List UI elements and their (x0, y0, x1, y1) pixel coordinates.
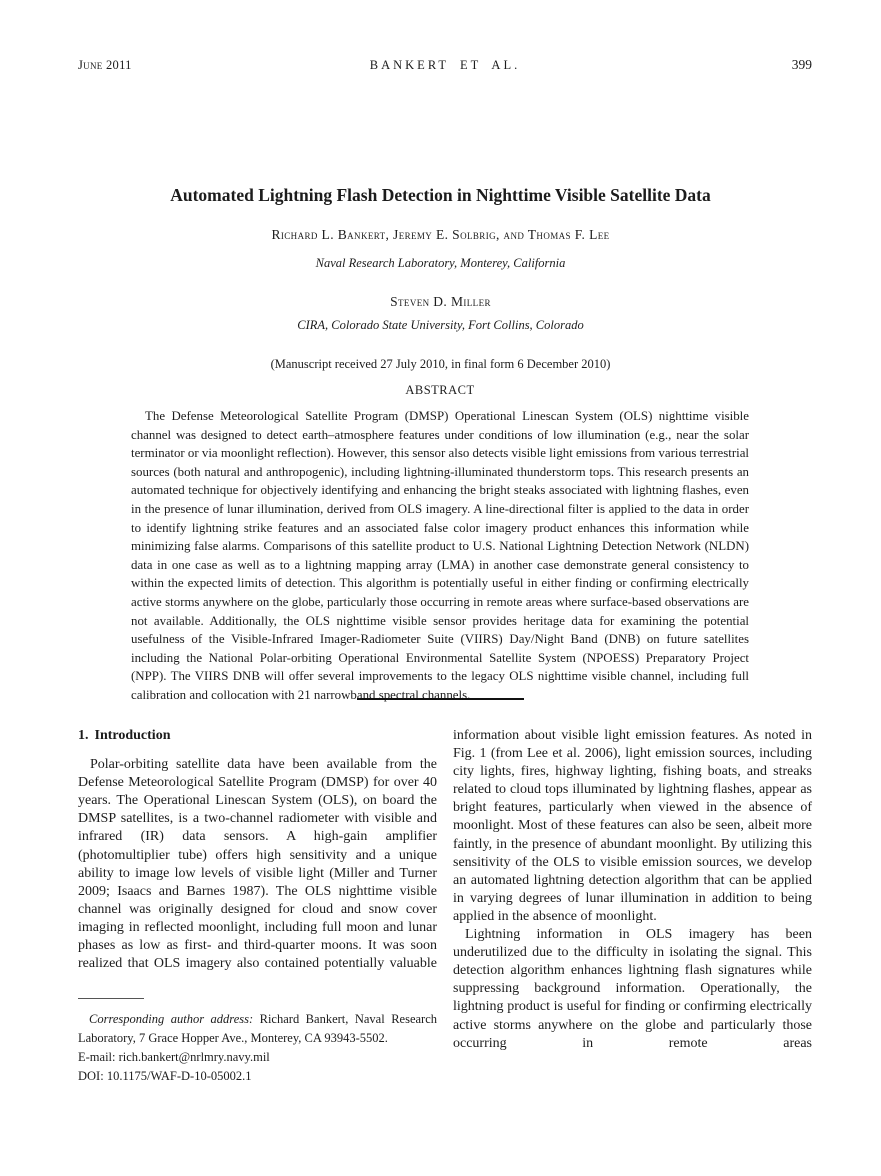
abstract-heading: ABSTRACT (405, 383, 475, 397)
manuscript-note: (Manuscript received 27 July 2010, in final form 6 December 2010) (270, 357, 611, 371)
author-list: Richard L. Bankert, Jeremy E. Solbrig, and Thomas F. Lee (271, 227, 610, 242)
author-2: Steven D. Miller (390, 294, 491, 309)
footnote-email: E-mail: rich.bankert@nrlmry.navy.mil (78, 1050, 270, 1065)
footnote-rule (78, 998, 144, 999)
doi-line: DOI: 10.1175/WAF-D-10-05002.1 (78, 1069, 252, 1084)
section-divider-rule (357, 698, 524, 700)
affiliation-1: Naval Research Laboratory, Monterey, California (315, 256, 566, 270)
footnote-label: Corresponding author address: (89, 1012, 254, 1027)
footnote-block (78, 998, 437, 1086)
footnote-address: Richard Bankert, Naval Research Laboratory, 7 Grace Hopper Ave., Monterey, CA 93943-5502. (78, 1012, 437, 1046)
front-matter (0, 184, 881, 372)
journal-issue: June 2011 (78, 58, 132, 72)
abstract-text: The Defense Meteorological Satellite Program (DMSP) Operational Linescan System (OLS) nighttime visible channel was designed to detect earth–atmosphere features under conditions of low illumination (e.g., near the solar terminator or via moonlight reflection). However, this sensor also detects visible light emissions from various terrestrial sources (both natural and anthropogenic), including lightning-illuminated thunderstorm tops. This research presents an automated technique for objectively identifying and enhancing the bright steaks associated with lightning flashes, even in the presence of lunar illumination, derived from OLS imagery. A line-directional filter is applied to the data in order to identify lightning strike features and an associated false color imagery product enhances this information while minimizing false alarms. Comparisons of this satellite product to U.S. National Lightning Detection Network (NLDN) data in one case as well as to a lightning mapping array (LMA) in another case demonstrate general consistency to within the expected limits of detection. This algorithm is potentially useful in either finding or confirming electrically active storms anywhere on the globe, particularly those occurring in remote areas where surface-based observations are not available. Additionally, the OLS nighttime visible sensor provides heritage data for examining the potential usefulness of the Visible-Infrared Imager-Radiometer Suite (VIIRS) Day/Night Band (DNB) on future satellites including the National Polar-orbiting Operational Environmental Satellite System (NPOESS) Preparatory Project (NPP). The VIIRS DNB will offer several improvements to the legacy OLS nighttime visible channel, including full calibration and collocation with 21 narrowband spectral channels. (131, 409, 749, 702)
corresponding-author-note (78, 1010, 437, 1067)
right-column (453, 727, 812, 1086)
page-header (78, 57, 812, 73)
section-number: 1. (78, 728, 89, 743)
page-number: 399 (791, 57, 812, 72)
body-paragraph-right-1: information about visible light emission features. As noted in Fig. 1 (from Lee et al. 2006), light emission sources, including city lights, fires, highway lighting, fishing boats, and streaks related to cloud tops illuminated by lightning flashes, appear as bright features, particularly when viewed in the absence of moonlight. Most of these features can also be seen, albeit more faintly, in the presence of abundant moonlight. By utilizing this sensitivity of the OLS to visible emission sources, we develop an automated lightning detection algorithm that can be applied in varying degrees of lunar illumination in addition to being applied in the absence of moonlight. (453, 728, 812, 924)
abstract-section (131, 383, 749, 705)
body-paragraph-right-2: Lightning information in OLS imagery has been underutilized due to the difficulty in isolating the signal. This detection algorithm enhances lightning flash signatures while suppressing background information. Operationally, the lightning product is useful for finding or confirming electrically active storms anywhere on the globe and particularly those occurring in remote areas (453, 927, 812, 1051)
running-head: BANKERT ET AL. (369, 58, 521, 72)
section-heading-label: Introduction (94, 728, 171, 743)
intro-paragraph-left: Polar-orbiting satellite data have been available from the Defense Meteorological Satellite Program (DMSP) for over 40 years. The Operational Linescan System (OLS), on board the DMSP satellites, is a two-channel radiometer with visible and infrared (IR) data sensors. A high-gain amplifier (photomultiplier tube) offers high sensitivity and a unique ability to image low levels of visible light (Miller and Turner 2009; Isaacs and Barnes 1987). The OLS nighttime visible channel was originally designed for cloud and snow cover imaging in reflected moonlight, including full moon and lunar phases as low as first- and third-quarter moons. It was soon realized that OLS imagery also contained potentially valuable (78, 757, 437, 972)
left-column (78, 727, 437, 1086)
affiliation-2: CIRA, Colorado State University, Fort Collins, Colorado (297, 318, 584, 332)
section-heading-introduction (78, 727, 437, 745)
body-columns (78, 727, 812, 1086)
article-title: Automated Lightning Flash Detection in Nighttime Visible Satellite Data (170, 185, 711, 205)
